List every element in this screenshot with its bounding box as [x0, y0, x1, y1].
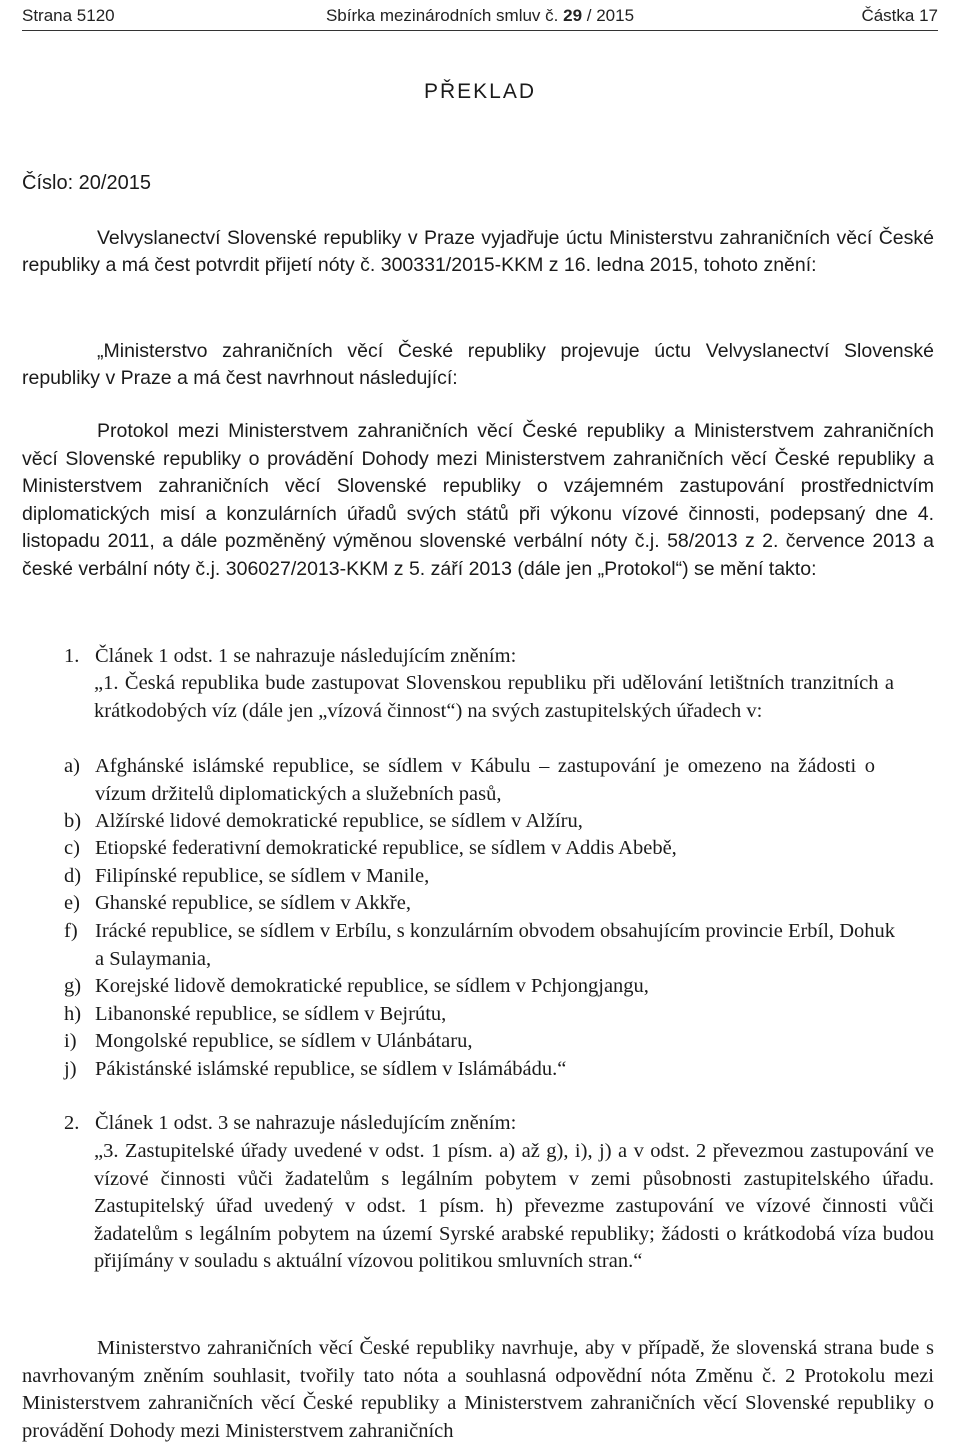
note-number: Číslo: 20/2015 [22, 172, 151, 194]
list-item-letter: b) [64, 810, 82, 832]
list-item-text: Etiopské federativní demokratické republice, se sídlem v Addis Abebě, [95, 837, 677, 859]
list-item-text: Pákistánské islámské republice, se sídlem v Islámábádu.“ [95, 1058, 567, 1080]
section-1-heading [64, 643, 516, 671]
collection-number: 29 [563, 6, 583, 25]
list-item-text: Filipínské republice, se sídlem v Manile, [95, 865, 430, 887]
list-item [64, 1028, 934, 1056]
list-item [64, 1001, 934, 1029]
section-2-text: „3. Zastupitelské úřady uvedené v odst. 1 písm. a) až g), i), j) a v odst. 2 převezmou zastupování ve vízové činnosti vůči žadatelům s legálním pobytem v zemi působnosti zastupitelského úřadu. Zastupitelský úřad uvedený v odst. 1 písm. h) převezme zastupování ve vízové činnosti vůči žadatelům s legálním pobytem na území Syrské arabské republiky; žádosti o krátkodobá víza budou přijímány v souladu s aktuální vízovou politikou smluvních stran.“ [94, 1140, 934, 1272]
list-item-letter: i) [64, 1030, 77, 1052]
section-1-heading-text: Článek 1 odst. 1 se nahrazuje následujícím zněním: [95, 645, 517, 667]
page-header [22, 2, 938, 31]
list-item [64, 863, 934, 891]
section-2-heading-text: Článek 1 odst. 3 se nahrazuje následujícím zněním: [95, 1112, 517, 1134]
list-item-text: Libanonské republice, se sídlem v Bejrútu, [95, 1003, 447, 1025]
part-number: Částka 17 [861, 6, 938, 25]
list-item [64, 808, 934, 836]
list-item-text: Irácké republice, se sídlem v Erbílu, s konzulárním obvodem obsahujícím provincie Erbíl, Dohuk a Sulaymania, [95, 920, 895, 970]
section-2-heading [64, 1110, 516, 1138]
list-item [64, 835, 934, 863]
page-number: Strana 5120 [22, 6, 115, 25]
collection-reference [326, 6, 634, 26]
section-1-number: 1. [64, 645, 80, 667]
list-item-text: Mongolské republice, se sídlem v Ulánbátaru, [95, 1030, 473, 1052]
closing-paragraph: Ministerstvo zahraničních věcí České republiky navrhuje, aby v případě, že slovenská strana bude s navrhovaným zněním souhlasit, tvořily tato nóta a souhlasná odpovědní nóta Změnu č. 2 Protokolu mezi Ministerstvem zahraničních věcí České republiky a Ministerstvem zahraničních věcí Slovenské republiky o provádění Dohody mezi Ministerstvem zahraničních [22, 1337, 934, 1442]
list-item [64, 890, 934, 918]
section-2-number: 2. [64, 1112, 80, 1134]
protocol-paragraph: Protokol mezi Ministerstvem zahraničních věcí České republiky a Ministerstvem zahraničních věcí Slovenské republiky o provádění Dohody mezi Ministerstvem zahraničních věcí České republiky a Ministerstvem zahraničních věcí Slovenské republiky o vzájemném zastupování prostřednictvím diplomatických misí a konzulárních úřadů svých států při výkonu vízové činnosti, podepsaný dne 4. listopadu 2011, a dále pozměněný výměnou slovenské verbální nóty č.j. 58/2013 z 2. července 2013 a české verbální nóty č.j. 306027/2013-KKM z 5. září 2013 (dále jen „Protokol“) se mění takto: [22, 420, 934, 580]
collection-prefix: Sbírka mezinárodních smluv č. [325, 6, 559, 25]
list-item-text: Afghánské islámské republice, se sídlem v Kábulu – zastupování je omezeno na žádosti o vízum držitelů diplomatických a služebních pasů, [95, 755, 875, 805]
list-item-text: Alžírské lidové demokratické republice, se sídlem v Alžíru, [95, 810, 583, 832]
intro-paragraph: Velvyslanectví Slovenské republiky v Praze vyjadřuje úctu Ministerstvu zahraničních věcí České republiky a má čest potvrdit přijetí nóty č. 300331/2015-KKM z 16. ledna 2015, tohoto znění: [22, 227, 934, 277]
list-item [64, 973, 934, 1001]
list-item-letter: d) [64, 865, 82, 887]
list-item [64, 918, 934, 973]
document-title: PŘEKLAD [423, 80, 537, 103]
list-item-letter: f) [64, 920, 78, 942]
quote-opening-paragraph: „Ministerstvo zahraničních věcí České republiky projevuje úctu Velvyslanectví Slovenské republiky v Praze a má čest navrhnout následující: [22, 340, 934, 390]
list-item-text: Korejské lidově demokratické republice, se sídlem v Pchjongjangu, [95, 975, 649, 997]
list-item [64, 753, 934, 808]
list-item-letter: c) [64, 837, 80, 859]
list-item-letter: a) [64, 755, 80, 777]
list-item-letter: e) [64, 892, 80, 914]
section-1-lead: „1. Česká republika bude zastupovat Slovenskou republiku při udělování letištních tranzitních a krátkodobých víz (dále jen „vízová činnost“) na svých zastupitelských úřadech v: [94, 672, 894, 722]
collection-year: / 2015 [586, 6, 635, 25]
list-item [64, 1056, 934, 1084]
list-item-text: Ghanské republice, se sídlem v Akkře, [95, 892, 411, 914]
list-item-letter: g) [64, 975, 82, 997]
list-item-letter: h) [64, 1003, 82, 1025]
list-item-letter: j) [64, 1058, 77, 1080]
